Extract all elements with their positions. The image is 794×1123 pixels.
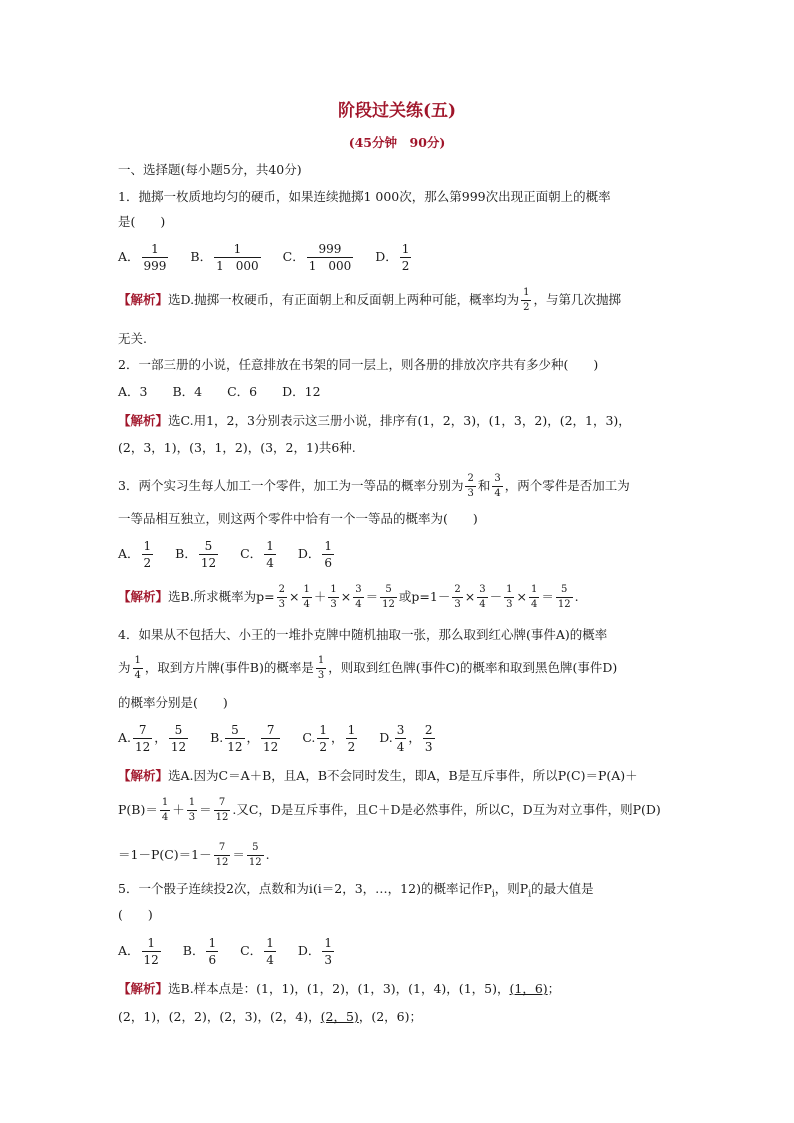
page-title: 阶段过关练(五) [337,101,457,121]
q5-option: D． $\frac{1}{3}$ [297,936,332,967]
q2-solution-line2: (2，3，1)，(3，1，2)，(3，2，1)共6种. [118,440,356,455]
q1-option: C． $\frac{999}{1 000}$ [282,242,352,273]
q5-option: A． $\frac{1}{12}$ [118,936,159,967]
q5-options [118,937,352,966]
q1-stem-line2: 是( ) [118,214,166,229]
page-subtitle: (45分钟 90分) [348,135,446,150]
q4-solution-line3: ＝1－P(C)＝1－ $\frac{7}{12}$ ＝ $\frac{5}{12}$ . [118,842,270,868]
q3-option: D． $\frac{1}{6}$ [297,539,332,570]
q3-option: A． $\frac{1}{2}$ [118,539,152,570]
q4-solution-line2: P(B)＝ $\frac{1}{4}$ ＋ $\frac{1}{3}$ ＝ $\frac{7}{12}$ .又C，D是互斥事件，且C＋D是必然事件，所以C，D互为对立事件，则P(D) [118,797,661,823]
q3-options [118,540,352,569]
q3-option: C． $\frac{1}{4}$ [240,539,274,570]
q4-stem-line2: 为 $\frac{1}{4}$ ，取到方片牌(事件B)的概率是 $\frac{1}{3}$ ，则取到红色牌(事件C)的概率和取到黑色牌(事件D) [118,655,618,681]
q4-solution-line1: 【解析】选A.因为C＝A＋B，且A，B不会同时发生，即A，B是互斥事件，所以P(C)＝P(A)＋ [118,768,638,783]
q4-option: B. $\frac{5}{12}$ ， $\frac{7}{12}$ [210,723,279,754]
q3-option: B． $\frac{5}{12}$ [175,539,217,570]
q2-options: A．3 B．4 C．6 D．12 [118,384,321,399]
q5-solution-line1: 【解析】选B.样本点是：(1，1)，(1，2)，(1，3)，(1，4)，(1，5)，(1，6)； [118,981,561,996]
section-heading: 一、选择题(每小题5分，共40分) [118,162,302,177]
q3-solution: 【解析】选B.所求概率为p= $\frac{2}{3}$ × $\frac{1}{4}$ ＋ $\frac{1}{3}$ × $\frac{3}{4}$ ＝ $\frac{5}{12}$ 或p=1－ $\frac{2}{3}$ × $\frac{3}{4}$ － $\frac{1}{3}$ × $\frac{1}{4}$ ＝ $\frac{5}{12}$ . [118,584,579,610]
q5-option: B． $\frac{1}{6}$ [182,936,217,967]
q5-stem-line1: 5．一个骰子连续投2次，点数和为i(i＝2，3，…，12)的概率记作$P_i$，则$P_i$的最大值是 [118,881,594,900]
q5-solution-line2: (2，1)，(2，2)，(2，3)，(2，4)，(2，5)，(2，6)； [118,1009,422,1024]
q5-stem-line2: ( ) [118,907,153,922]
q4-options [118,724,453,753]
q5-option: C． $\frac{1}{4}$ [240,936,274,967]
q1-option: D． $\frac{1}{2}$ [375,242,410,273]
q1-solution-line2: 无关. [118,331,147,346]
q4-option: D. $\frac{3}{4}$ ， $\frac{2}{3}$ [379,723,433,754]
q4-option: C. $\frac{1}{2}$ ， $\frac{1}{2}$ [302,723,356,754]
q3-stem-line1: 3．两个实习生每人加工一个零件，加工为一等品的概率分别为 $\frac{2}{3}$ 和 $\frac{3}{4}$ ，两个零件是否加工为 [118,473,630,499]
q2-stem: 2．一部三册的小说，任意排放在书架的同一层上，则各册的排放次序共有多少种( ) [118,357,599,372]
q1-option: B． $\frac{1}{1 000}$ [190,242,259,273]
q4-stem-line1: 4．如果从不包括大、小王的一堆扑克牌中随机抽取一张，那么取到红心牌(事件A)的概率 [118,627,608,642]
q1-solution-line1: 【解析】选D.抛掷一枚硬币，有正面朝上和反面朝上两种可能，概率均为 $\frac{1}{2}$ ，与第几次抛掷 [118,287,621,313]
q4-option: A. $\frac{7}{12}$ ， $\frac{5}{12}$ [118,723,187,754]
q4-stem-line3: 的概率分别是( ) [118,695,228,710]
q1-option: A． $\frac{1}{999}$ [118,242,167,273]
q1-options [118,243,429,272]
q2-solution-line1: 【解析】选C.用1，2，3分别表示这三册小说，排序有(1，2，3)，(1，3，2)，(2，1，3)， [118,413,631,428]
q1-stem-line1: 1．抛掷一枚质地均匀的硬币，如果连续抛掷1 000次，那么第999次出现正面朝上的概率 [118,189,611,204]
q3-stem-line2: 一等品相互独立，则这两个零件中恰有一个一等品的概率为( ) [118,511,478,526]
